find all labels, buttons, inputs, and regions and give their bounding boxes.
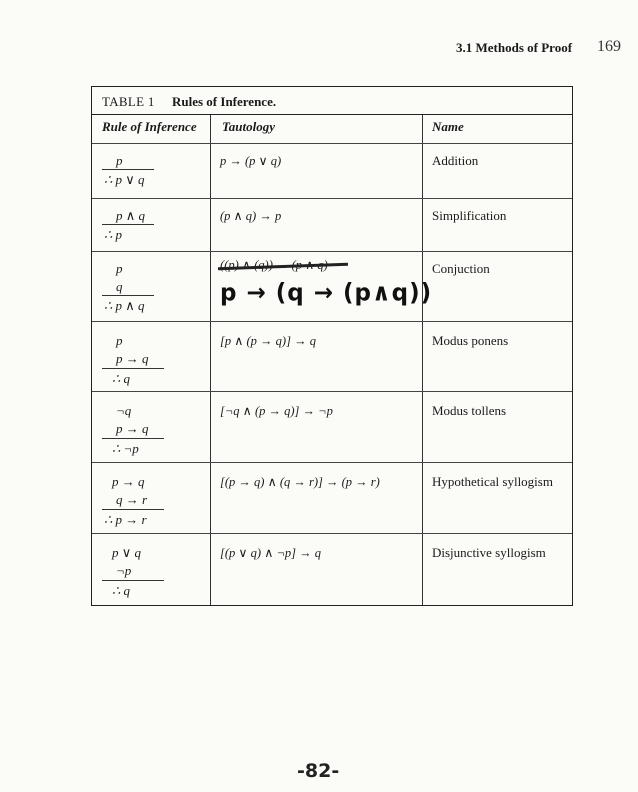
table-row [92,391,572,462]
rule-name: Addition [432,153,479,168]
premise: p ∨ q [112,545,142,560]
table-caption [92,87,572,115]
table-row [92,198,572,251]
handwritten-page-number: -82- [297,760,340,782]
conclusion: ∴ p [104,227,123,242]
tautology: [(p ∨ q) ∧ ¬p] → q [220,546,322,560]
rule-name: Modus ponens [432,333,509,348]
tautology: [¬q ∧ (p → q)] → ¬p [220,404,333,418]
tautology: [(p → q) ∧ (q → r)] → (p → r) [220,475,380,489]
table-row [92,462,572,533]
page-number: 169 [597,38,621,55]
column-header-tautology: Tautology [222,119,275,134]
column-header-rule: Rule of Inference [102,119,197,134]
conclusion: ∴ p ∧ q [104,298,145,313]
table-row [92,143,572,198]
premise: q [116,279,123,294]
rule-name: Hypothetical syllogism [432,474,553,489]
table-title: Rules of Inference. [172,94,277,109]
tautology: p → (p ∨ q) [220,154,282,168]
conclusion: ∴ q [112,583,131,598]
premise: p → q [116,421,149,436]
inference-line [102,438,164,439]
premise: ¬p [116,563,132,578]
section-header: 3.1 Methods of Proof [456,40,573,55]
inference-line [102,169,154,170]
table-row [92,321,572,391]
conclusion: ∴ p → r [104,512,147,527]
premise: p [116,261,123,276]
inference-line [102,580,164,581]
rule-name: Modus tollens [432,403,507,418]
rule-name: Simplification [432,208,507,223]
premise: q → r [116,492,148,507]
table-label: TABLE 1 [102,94,155,109]
conclusion: ∴ ¬p [112,441,139,456]
inference-line [102,224,154,225]
rules-of-inference-table [91,86,573,606]
inference-line [102,368,164,369]
premise: p [116,333,123,348]
tautology: (p ∧ q) → p [220,209,282,223]
conclusion: ∴ q [112,371,131,386]
rule-name: Disjunctive syllogism [432,545,546,560]
handwritten-tautology: p → (q → (p∧q)) [220,279,433,307]
table-row [92,251,572,321]
struck-tautology: ((p) ∧ (q)) → (p ∧ q) [220,257,344,275]
inference-line [102,295,154,296]
premise: p → q [112,474,145,489]
tautology: [p ∧ (p → q)] → q [220,334,316,348]
table-row [92,533,572,605]
rule-name: Conjuction [432,261,490,276]
premise: p → q [116,351,149,366]
column-header-name: Name [432,119,464,134]
premise: ¬q [116,403,132,418]
inference-line [102,509,164,510]
premise: p ∧ q [116,208,146,223]
conclusion: ∴ p ∨ q [104,172,145,187]
premise: p [116,153,123,168]
